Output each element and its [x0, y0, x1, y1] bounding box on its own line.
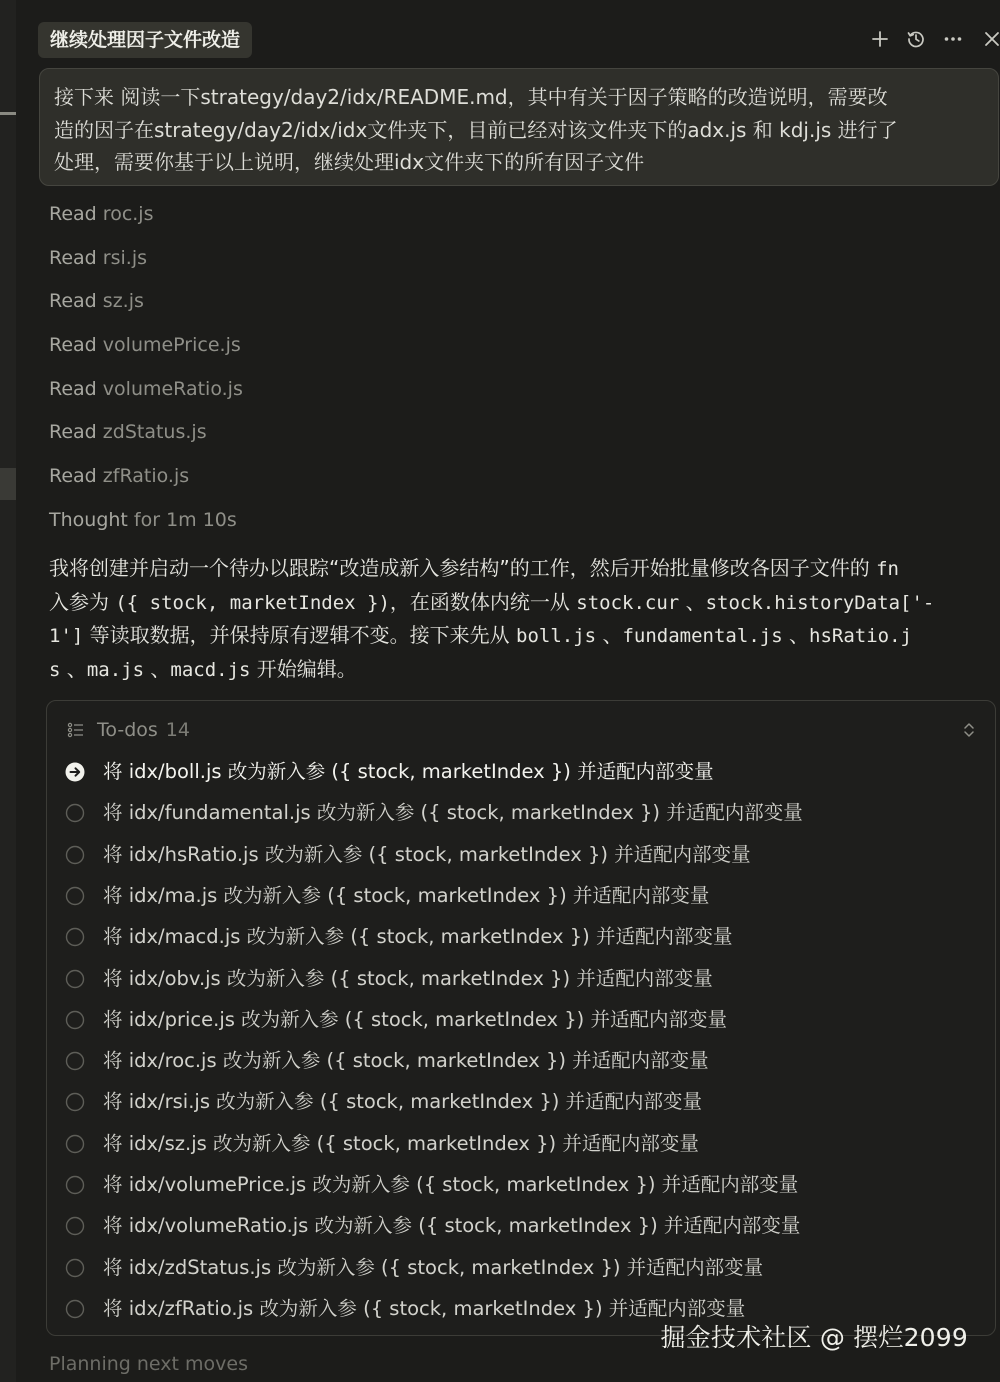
tool-read-item[interactable]	[49, 334, 241, 356]
pending-circle-icon	[65, 927, 85, 947]
status-text: Planning next moves	[49, 1353, 248, 1375]
todo-label: To-dos	[97, 719, 158, 741]
todo-item[interactable]	[65, 1046, 709, 1076]
chat-title-tab[interactable]: 继续处理因子文件改造	[38, 22, 252, 58]
todo-item[interactable]	[65, 1129, 699, 1159]
todo-text: 将 idx/zdStatus.js 改为新入参 ({ stock, marketIndex }) 并适配内部变量	[103, 1255, 764, 1279]
read-verb: Read	[49, 334, 97, 356]
inline-code: macd.js	[170, 658, 251, 681]
todo-text: 将 idx/zfRatio.js 改为新入参 ({ stock, marketIndex }) 并适配内部变量	[103, 1296, 746, 1320]
todo-text: 将 idx/rsi.js 改为新入参 ({ stock, marketIndex }) 并适配内部变量	[103, 1090, 703, 1114]
read-file: volumeRatio.js	[102, 378, 243, 400]
read-verb: Read	[49, 421, 97, 443]
history-button[interactable]	[902, 24, 930, 54]
inline-code: ma.js	[86, 658, 145, 681]
todo-text: 将 idx/volumeRatio.js 改为新入参 ({ stock, marketIndex }) 并适配内部变量	[103, 1214, 801, 1238]
watermark: 掘金技术社区 @ 摆烂2099	[660, 1323, 968, 1352]
todo-text: 将 idx/obv.js 改为新入参 ({ stock, marketIndex }) 并适配内部变量	[103, 966, 713, 990]
todo-panel	[46, 700, 996, 1336]
pending-circle-icon	[65, 1299, 85, 1319]
prompt-line: 造的因子在strategy/day2/idx/idx文件夹下，目前已经对该文件夹下的adx.js 和 kdj.js 进行了	[54, 117, 898, 142]
thought-item[interactable]	[49, 509, 237, 531]
todo-collapse-toggle[interactable]	[959, 719, 979, 741]
inline-code: stock.cur	[576, 591, 680, 614]
left-panel-selection	[0, 468, 16, 500]
inline-code: hsRatio.j	[809, 625, 912, 647]
read-file: sz.js	[102, 290, 144, 312]
more-icon	[943, 29, 963, 49]
message-text: 开始编辑。	[250, 656, 357, 681]
message-line	[49, 552, 985, 586]
todo-item[interactable]	[65, 1294, 745, 1324]
read-file: roc.js	[102, 203, 154, 225]
todo-item[interactable]	[65, 757, 714, 787]
todo-item[interactable]	[65, 881, 709, 911]
read-verb: Read	[49, 203, 97, 225]
message-text: 、	[596, 623, 623, 647]
todo-header[interactable]	[67, 717, 190, 743]
todo-item[interactable]	[65, 1087, 702, 1117]
todo-item[interactable]	[65, 798, 803, 828]
todo-item[interactable]	[65, 1170, 798, 1200]
close-icon	[983, 30, 1000, 48]
thought-duration: for 1m 10s	[133, 509, 237, 531]
todo-text: 将 idx/ma.js 改为新入参 ({ stock, marketIndex }) 并适配内部变量	[103, 883, 710, 907]
inline-code: 1']	[49, 625, 84, 647]
todo-item[interactable]	[65, 1211, 800, 1241]
message-line	[49, 619, 985, 653]
read-verb: Read	[49, 465, 97, 487]
todo-item[interactable]	[65, 1005, 727, 1035]
plus-icon	[871, 30, 889, 48]
message-line	[49, 586, 985, 620]
todo-text: 将 idx/sz.js 改为新入参 ({ stock, marketIndex }) 并适配内部变量	[103, 1131, 699, 1155]
in-progress-arrow-icon	[65, 762, 85, 782]
todo-text: 将 idx/macd.js 改为新入参 ({ stock, marketIndex }) 并适配内部变量	[103, 925, 733, 949]
message-text: 、	[60, 656, 87, 681]
left-panel-edge	[0, 0, 16, 1382]
inline-code: boll.js	[516, 625, 597, 647]
tool-read-item[interactable]	[49, 203, 153, 225]
read-file: zdStatus.js	[102, 421, 207, 443]
read-file: volumePrice.js	[102, 334, 241, 356]
todo-text: 将 idx/hsRatio.js 改为新入参 ({ stock, marketIndex }) 并适配内部变量	[103, 842, 751, 866]
prompt-line: 处理，需要你基于以上说明，继续处理idx文件夹下的所有因子文件	[54, 150, 645, 174]
checklist-icon	[67, 722, 85, 738]
message-text: 、	[782, 623, 809, 647]
tool-read-item[interactable]	[49, 290, 144, 312]
todo-item[interactable]	[65, 964, 713, 994]
read-verb: Read	[49, 290, 97, 312]
inline-code: fn	[876, 558, 899, 580]
todo-count: 14	[165, 719, 190, 741]
inline-code: s	[49, 658, 61, 681]
pending-circle-icon	[65, 1258, 85, 1278]
thought-label: Thought	[49, 509, 128, 531]
tool-read-item[interactable]	[49, 247, 147, 269]
read-verb: Read	[49, 378, 97, 400]
inline-code: stock.historyData['-	[705, 591, 935, 614]
pending-circle-icon	[65, 1092, 85, 1112]
message-text: 、	[679, 589, 706, 614]
chat-header	[16, 0, 1000, 68]
pending-circle-icon	[65, 1010, 85, 1030]
todo-item[interactable]	[65, 922, 732, 952]
chevron-up-down-icon	[963, 721, 975, 739]
pending-circle-icon	[65, 969, 85, 989]
pending-circle-icon	[65, 803, 85, 823]
pending-circle-icon	[65, 1216, 85, 1236]
read-file: zfRatio.js	[102, 465, 190, 487]
more-options-button[interactable]	[939, 24, 967, 54]
todo-text: 将 idx/price.js 改为新入参 ({ stock, marketIndex }) 并适配内部变量	[103, 1007, 727, 1031]
inline-code: fundamental.js	[622, 625, 783, 647]
message-text: 、	[144, 656, 171, 681]
todo-item[interactable]	[65, 840, 751, 870]
left-panel-indicator	[0, 112, 16, 115]
new-chat-button[interactable]	[866, 24, 894, 54]
message-text: 入参为	[49, 589, 116, 614]
read-file: rsi.js	[102, 247, 148, 269]
pending-circle-icon	[65, 845, 85, 865]
history-icon	[906, 29, 926, 49]
pending-circle-icon	[65, 1175, 85, 1195]
pending-circle-icon	[65, 1134, 85, 1154]
todo-text: 将 idx/boll.js 改为新入参 ({ stock, marketIndex }) 并适配内部变量	[103, 760, 714, 783]
tool-read-item[interactable]	[49, 378, 243, 400]
tool-read-item[interactable]	[49, 421, 207, 443]
message-text: ，在函数体内统一从	[389, 589, 577, 614]
message-text: 我将创建并启动一个待办以跟踪“改造成新入参结构”的工作，然后开始批量修改各因子文件的	[49, 556, 877, 580]
todo-item[interactable]	[65, 1253, 763, 1283]
pending-circle-icon	[65, 886, 85, 906]
assistant-message	[49, 552, 985, 686]
read-verb: Read	[49, 247, 97, 269]
todo-text: 将 idx/fundamental.js 改为新入参 ({ stock, marketIndex }) 并适配内部变量	[103, 801, 803, 825]
todo-text: 将 idx/volumePrice.js 改为新入参 ({ stock, marketIndex }) 并适配内部变量	[103, 1173, 799, 1196]
prompt-line: 接下来 阅读一下strategy/day2/idx/README.md，其中有关于因子策略的改造说明，需要改	[54, 85, 888, 109]
pending-circle-icon	[65, 1051, 85, 1071]
user-prompt-bubble[interactable]	[39, 68, 999, 186]
message-text: 等读取数据，并保持原有逻辑不变。接下来先从	[83, 623, 517, 647]
close-button[interactable]	[978, 24, 1000, 54]
tool-read-item[interactable]	[49, 465, 189, 487]
todo-text: 将 idx/roc.js 改为新入参 ({ stock, marketIndex }) 并适配内部变量	[103, 1049, 709, 1073]
inline-code: ({ stock, marketIndex })	[115, 591, 390, 614]
message-line	[49, 653, 985, 687]
